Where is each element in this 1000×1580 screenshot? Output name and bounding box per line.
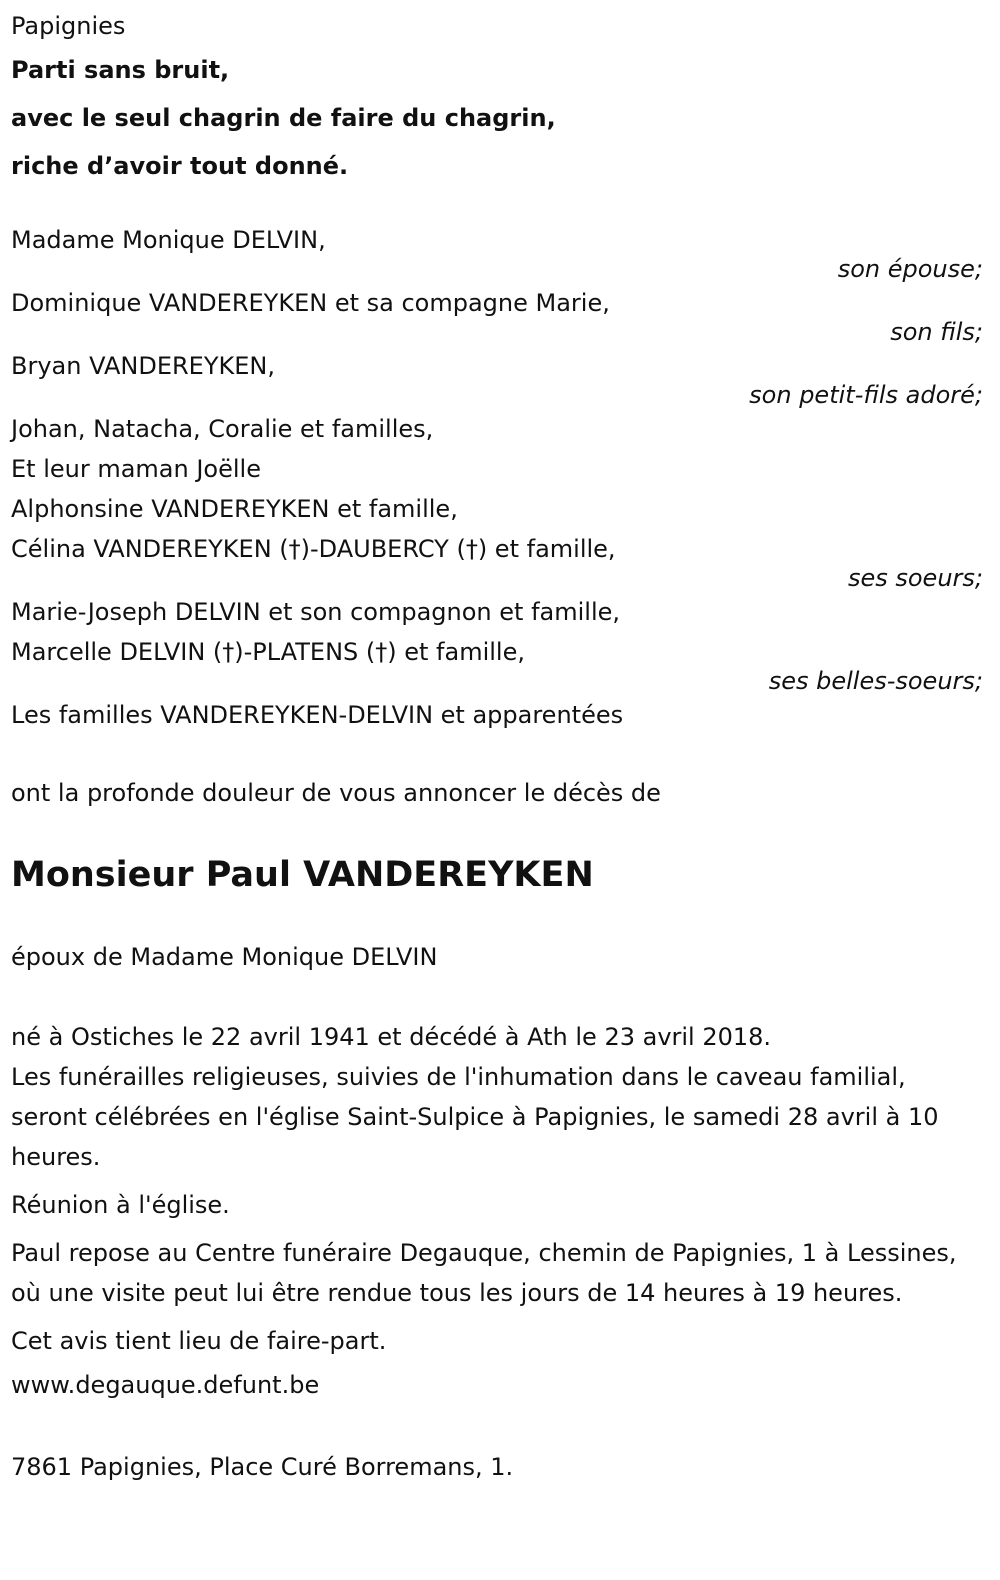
family-member: Célina VANDEREYKEN (†)-DAUBERCY (†) et famille, (11, 535, 616, 563)
family-group-spouse (11, 220, 983, 281)
family-group-sisters-in-law (11, 592, 983, 693)
family-member: Marie-Joseph DELVIN et son compagnon et famille, (11, 598, 621, 626)
visitation-details: Paul repose au Centre funéraire Degauque, chemin de Papignies, 1 à Lessines, où une visite peut lui être rendue tous les jours de 14 heures à 19 heures. (11, 1239, 957, 1307)
family-member: Et leur maman Joëlle (11, 455, 261, 483)
place-heading: Papignies (11, 12, 126, 40)
family-member: Les familles VANDEREYKEN-DELVIN et apparentées (11, 701, 624, 729)
family-group-families (11, 695, 983, 735)
obituary-notice (11, 6, 983, 1487)
relation-label: ses belles-soeurs; (768, 667, 983, 695)
funeral-details: Les funérailles religieuses, suivies de l'inhumation dans le caveau familial, seront célébrées en l'église Saint-Sulpice à Papignies, le samedi 28 avril à 10 heures. (11, 1063, 939, 1171)
poem-line: riche d’avoir tout donné. (11, 152, 349, 180)
family-member: Bryan VANDEREYKEN, (11, 352, 275, 380)
relation-label: ses soeurs; (847, 564, 983, 592)
family-member: Alphonsine VANDEREYKEN et famille, (11, 495, 458, 523)
family-group-sisters (11, 409, 983, 590)
family-group-grandson (11, 346, 983, 407)
relation-label: son épouse; (837, 255, 983, 283)
announcement: ont la profonde douleur de vous annoncer le décès de (11, 779, 661, 807)
meeting-note: Réunion à l'église. (11, 1191, 230, 1219)
family-member: Madame Monique DELVIN, (11, 226, 326, 254)
family-member: Marcelle DELVIN (†)-PLATENS (†) et famille, (11, 638, 525, 666)
address: 7861 Papignies, Place Curé Borremans, 1. (11, 1453, 514, 1481)
relation-label: son fils; (890, 318, 983, 346)
poem-line: avec le seul chagrin de faire du chagrin, (11, 104, 556, 132)
deceased-name: Monsieur Paul VANDEREYKEN (11, 855, 594, 895)
notice-note: Cet avis tient lieu de faire-part. (11, 1327, 387, 1355)
poem (11, 46, 983, 190)
family-member: Johan, Natacha, Coralie et familles, (11, 415, 434, 443)
poem-line: Parti sans bruit, (11, 56, 230, 84)
spouse-line: époux de Madame Monique DELVIN (11, 943, 438, 971)
family-member: Dominique VANDEREYKEN et sa compagne Marie, (11, 289, 610, 317)
family-list (11, 220, 983, 735)
born-died-line: né à Ostiches le 22 avril 1941 et décédé à Ath le 23 avril 2018. (11, 1023, 772, 1051)
website-link[interactable]: www.degauque.defunt.be (11, 1371, 320, 1399)
family-group-son (11, 283, 983, 344)
relation-label: son petit-fils adoré; (749, 381, 983, 409)
